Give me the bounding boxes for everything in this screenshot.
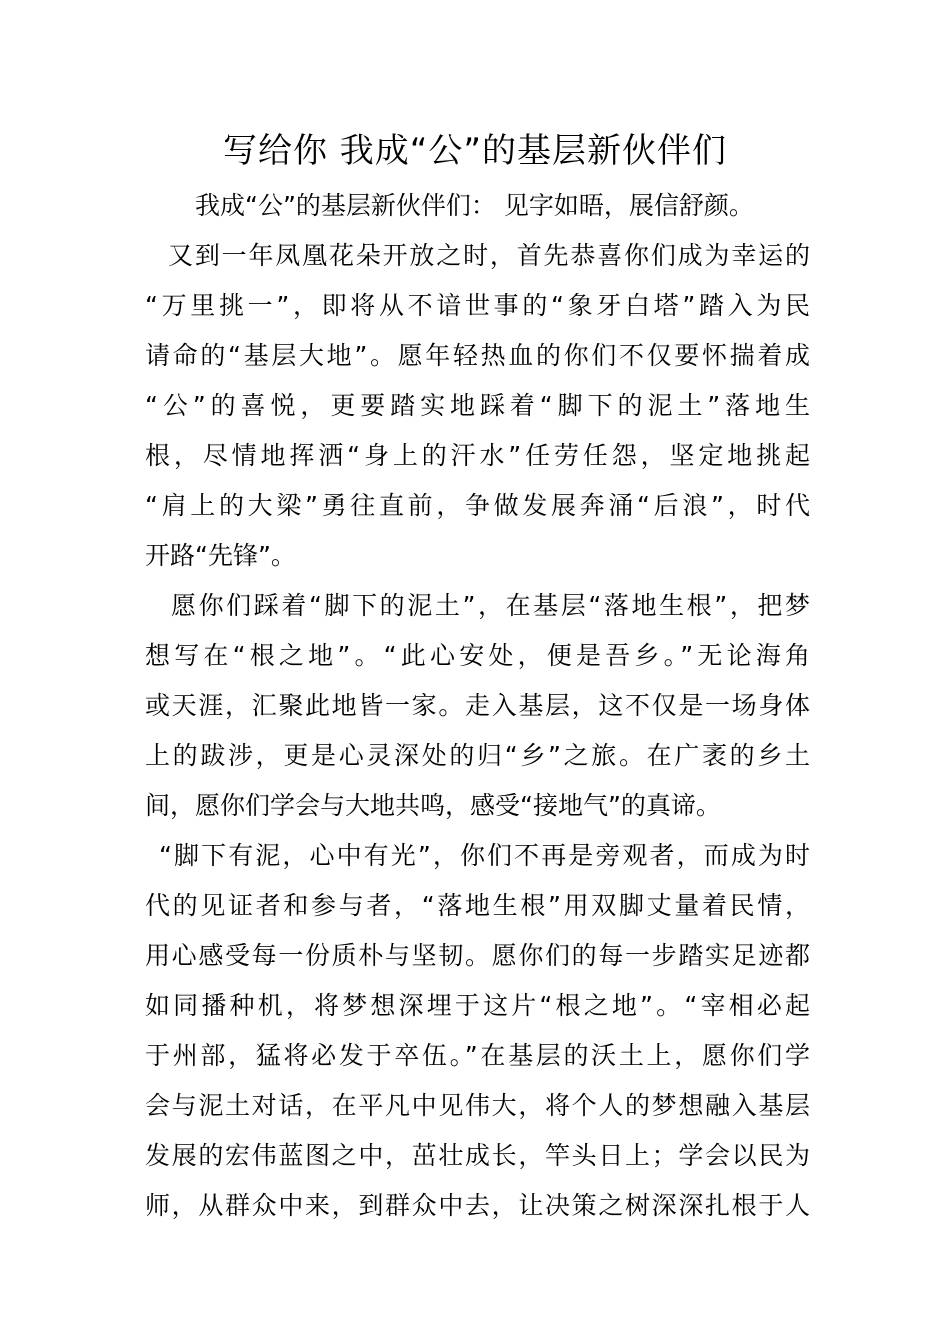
paragraph-line: 或天涯，汇聚此地皆一家。走入基层，这不仅是一场身体 [145, 691, 810, 720]
paragraph-line: 请命的“基层大地”。愿年轻热血的你们不仅要怀揣着成 [145, 341, 810, 370]
paragraph-line: “万里挑一”，即将从不谙世事的“象牙白塔”踏入为民 [145, 291, 810, 320]
paragraph-line: 如同播种机，将梦想深埋于这片“根之地”。“宰相必起 [145, 991, 810, 1020]
paragraph-line: 用心感受每一份质朴与坚韧。愿你们的每一步踏实足迹都 [145, 941, 810, 970]
salutation-line: 我成“公”的基层新伙伴们： 见字如晤，展信舒颜。 [195, 191, 754, 220]
paragraph-line: “脚下有泥，心中有光”，你们不再是旁观者，而成为时 [159, 841, 810, 870]
paragraph-line: “公”的喜悦，更要踏实地踩着“脚下的泥土”落地生 [145, 391, 810, 420]
paragraph-line: 开路“先锋”。 [145, 541, 296, 570]
paragraph-line: 会与泥土对话，在平凡中见伟大，将个人的梦想融入基层 [145, 1091, 810, 1120]
paragraph-line: 愿你们踩着“脚下的泥土”，在基层“落地生根”，把梦 [171, 591, 810, 620]
paragraph-line: 发展的宏伟蓝图之中，茁壮成长，竿头日上；学会以民为 [145, 1141, 810, 1170]
paragraph-line: 师，从群众中来，到群众中去，让决策之树深深扎根于人 [145, 1191, 810, 1220]
paragraph-line: 想写在“根之地”。“此心安处，便是吾乡。”无论海角 [145, 641, 810, 670]
paragraph-line: 根，尽情地挥洒“身上的汗水”任劳任怨，坚定地挑起 [145, 441, 810, 470]
document-title: 写给你 我成“公”的基层新伙伴们 [222, 131, 728, 171]
document-body [145, 181, 810, 1231]
paragraph-line: 又到一年凤凰花朵开放之时，首先恭喜你们成为幸运的 [168, 241, 810, 270]
paragraph-line: 代的见证者和参与者，“落地生根”用双脚丈量着民情， [145, 891, 810, 920]
paragraph-line: 间，愿你们学会与大地共鸣，感受“接地气”的真谛。 [145, 791, 721, 820]
paragraph-line: 于州部，猛将必发于卒伍。”在基层的沃土上，愿你们学 [145, 1041, 810, 1070]
paragraph-line: 上的跋涉，更是心灵深处的归“乡”之旅。在广袤的乡土 [145, 741, 810, 770]
paragraph-line: “肩上的大梁”勇往直前，争做发展奔涌“后浪”，时代 [145, 491, 810, 520]
